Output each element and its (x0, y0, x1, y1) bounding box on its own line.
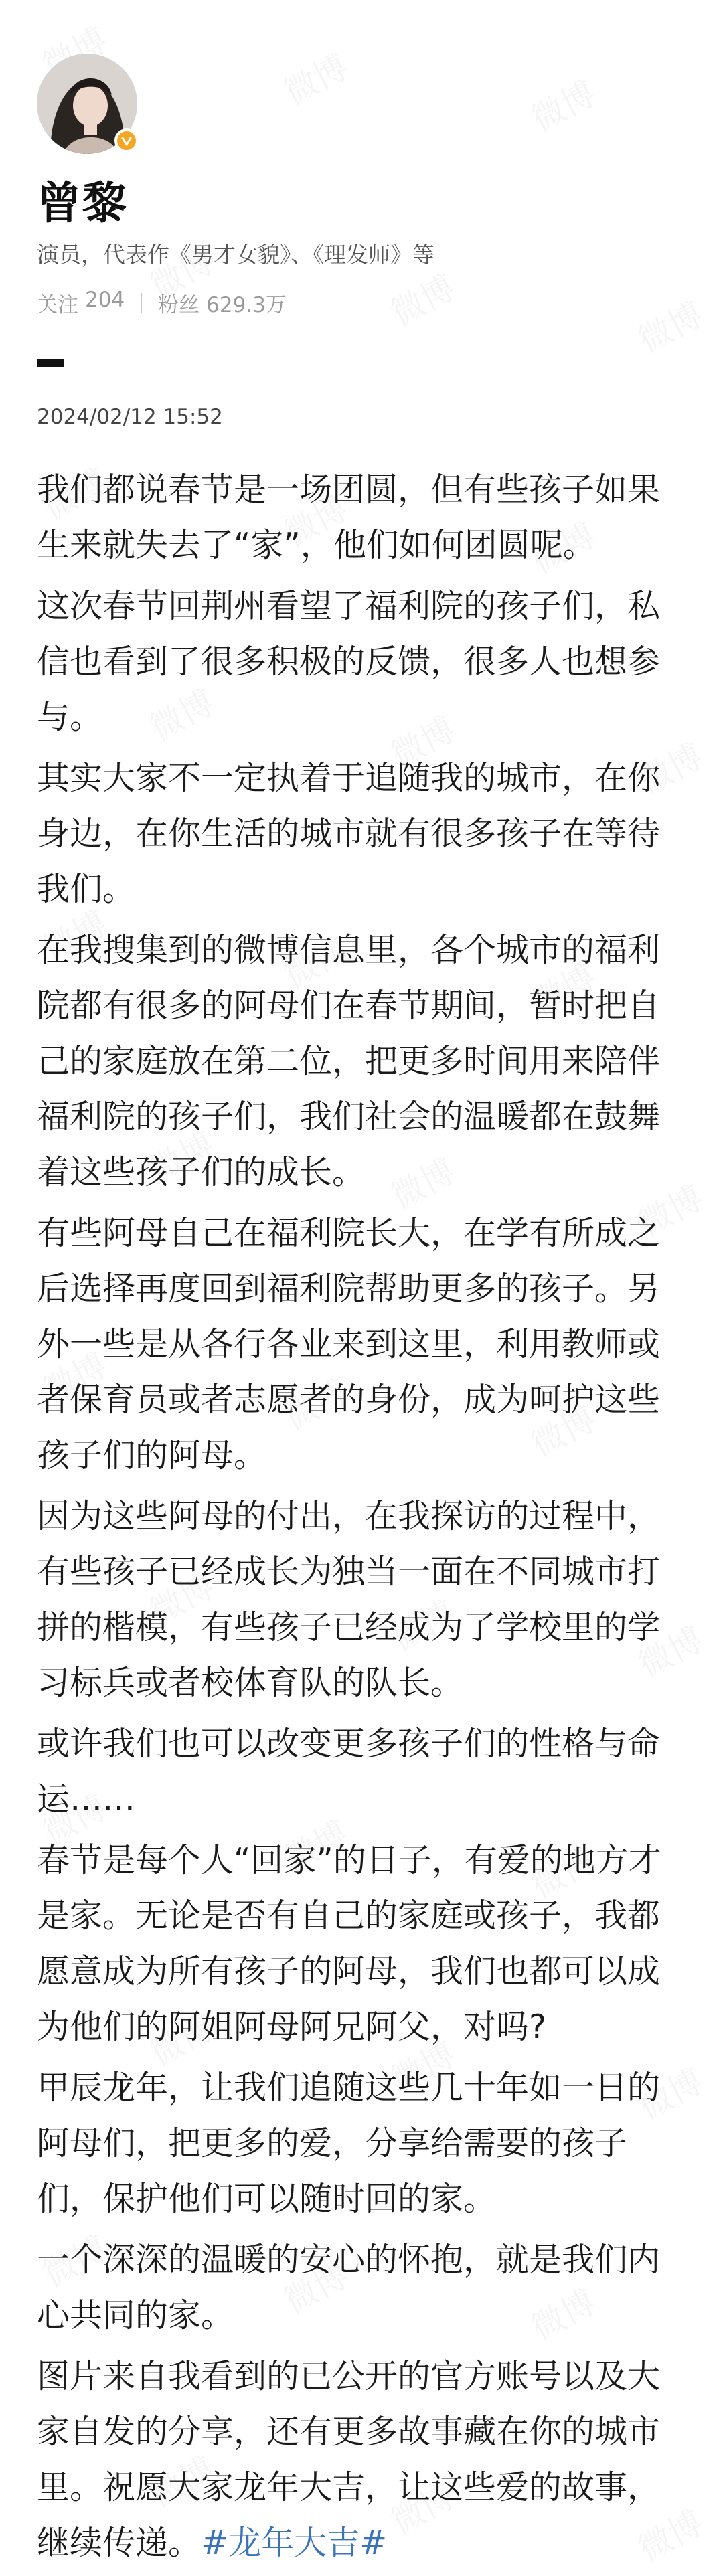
watermark-text (274, 41, 355, 115)
fans-stat[interactable] (158, 288, 287, 318)
section-divider-mark (37, 359, 64, 367)
post-paragraph: 一个深深的温暖的安心的怀抱，就是我们内心共同的家。 (37, 2241, 661, 2334)
hashtag-link[interactable]: #龙年大吉# (201, 2524, 388, 2562)
post-paragraph-text: 图片来自我看到的已公开的官方账号以及大家自发的分享，还有更多故事藏在你的城市里。祝愿大家龙年大吉，让这些爱的故事，继续传递。 (37, 2357, 661, 2562)
user-display-name[interactable]: 曾黎 (37, 177, 128, 229)
watermark-text (521, 68, 603, 142)
post-body (37, 462, 690, 2576)
user-stats (37, 288, 287, 318)
post-paragraph: 我们都说春节是一场团圆，但有些孩子如果生来就失去了“家”，他们如何团圆呢。 (37, 470, 661, 564)
watermark-text (629, 288, 710, 363)
follow-label: 关注 (37, 293, 78, 317)
post-paragraph: 甲辰龙年，让我们追随这些几十年如一日的阿母们，把更多的爱，分享给需要的孩子们，保护他们可以随时回的家。 (37, 2069, 661, 2218)
watermark-text (381, 262, 463, 336)
post-paragraph-last (37, 2348, 690, 2571)
post-paragraph: 因为这些阿母的付出，在我探访的过程中，有些孩子已经成长为独当一面在不同城市打拼的楷模，有些孩子已经成为了学校里的学习标兵或者校体育队的队长。 (37, 1497, 661, 1702)
post-timestamp: 2024/02/12 15:52 (37, 405, 223, 429)
post-paragraph: 有些阿母自己在福利院长大，在学有所成之后选择再度回到福利院帮助更多的孩子。另外一些是从各行各业来到这里，利用教师或者保育员或者志愿者的身份，成为呵护这些孩子们的阿母。 (37, 1214, 661, 1474)
follow-count: 204 (85, 288, 125, 312)
follow-stat[interactable] (37, 288, 125, 318)
post-paragraph: 春节是每个人“回家”的日子，有爱的地方才是家。无论是否有自己的家庭或孩子，我都愿意成为所有孩子的阿母，我们也都可以成为他们的阿姐阿母阿兄阿父，对吗? (37, 1841, 661, 2046)
post-paragraph: 或许我们也可以改变更多孩子们的性格与命运…… (37, 1725, 661, 1818)
fans-count: 629.3万 (206, 293, 287, 317)
user-bio: 演员，代表作《男才女貌》、《理发师》等 (37, 242, 434, 268)
post-paragraph: 在我搜集到的微博信息里，各个城市的福利院都有很多的阿母们在春节期间，暂时把自己的家庭放在第二位，把更多时间用来陪伴福利院的孩子们，我们社会的温暖都在鼓舞着这些孩子们的成长。 (37, 931, 661, 1191)
post-paragraph: 其实大家不一定执着于追随我的城市，在你身边，在你生活的城市就有很多孩子在等待我们。 (37, 759, 661, 908)
fans-label: 粉丝 (158, 293, 200, 317)
post-paragraph: 这次春节回荆州看望了福利院的孩子们，私信也看到了很多积极的反馈，很多人也想参与。 (37, 587, 661, 736)
verified-badge-icon (114, 128, 139, 153)
avatar-container[interactable] (37, 54, 137, 154)
stats-separator (141, 293, 142, 313)
